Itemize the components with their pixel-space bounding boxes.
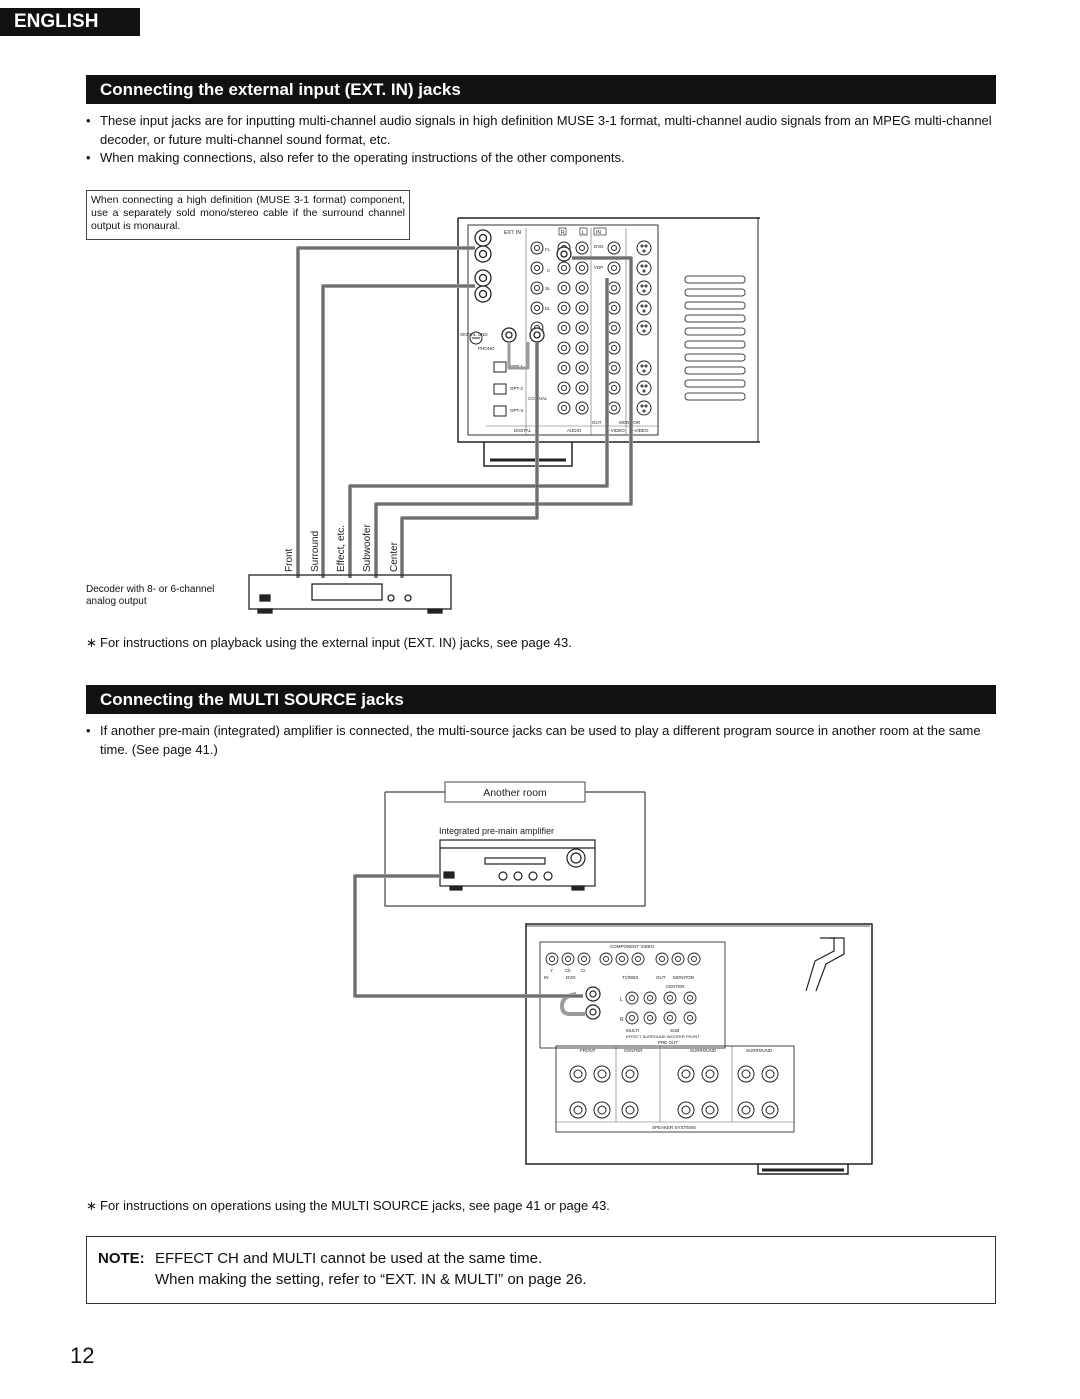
vdp-label: VDP [594, 265, 604, 270]
y-label: Y [550, 968, 554, 973]
s-video-label: S-VIDEO [630, 428, 649, 433]
channel-label-surround: Surround [310, 530, 321, 572]
r-label: R [561, 230, 565, 236]
speaker-systems-label: SPEAKER SYSTEMS [652, 1125, 697, 1130]
dvd-label: DVD [566, 975, 576, 980]
l-label: L [582, 230, 585, 236]
el-label: EL [545, 306, 551, 311]
cb-label: Cb [565, 968, 571, 973]
decoder-unit [249, 575, 451, 613]
sub-label: SUB [670, 1028, 680, 1033]
center-label: CENTER [666, 984, 685, 989]
integrated-amp-label: Integrated pre-main amplifier [439, 826, 555, 836]
channel-label-center: Center [389, 541, 400, 572]
front-label: FRONT [580, 1048, 596, 1053]
r-label: R [620, 1017, 624, 1023]
bullet-item: • These input jacks are for inputting multi-channel audio signals in high definition MUSE 3-1 format, multi-channel audio signals from an MPEG multi-channel decoder, or future multi-channel sound format, etc. [86, 111, 998, 149]
surround-b-label: SURROUND [746, 1048, 773, 1053]
out-label: OUT [592, 420, 602, 425]
integrated-amplifier [440, 840, 595, 890]
phono-label: PHONO [478, 346, 495, 351]
bullet-item: • If another pre-main (integrated) amplifier is connected, the multi-source jacks can be used to play a different program source in another room at the same time. (See page 41.) [86, 721, 998, 759]
sl-label: SL [545, 286, 551, 291]
bullet-item: • When making connections, also refer to the operating instructions of the other components. [86, 148, 998, 167]
callout-note: When connecting a high definition (MUSE 3-1 format) component, use a separately sold mono/stereo cable if the surround channel output is monaural. [86, 190, 410, 240]
multi-source-connection-diagram [340, 776, 880, 1176]
opt1-label: OPT-1 [510, 364, 524, 369]
fl-label: FL [545, 247, 551, 252]
c-label: C [547, 268, 551, 273]
footnote-multi-source: ∗ For instructions on operations using the MULTI SOURCE jacks, see page 41 or page 43. [86, 1197, 998, 1215]
in-label: IN [596, 230, 601, 236]
ext-in-label: EXT. IN [504, 230, 521, 236]
another-room-label: Another room [483, 787, 547, 799]
decoder-label: Decoder with 8- or 6-channel analog output [86, 584, 215, 607]
note-line-1: EFFECT CH and MULTI cannot be used at the same time. [155, 1250, 543, 1267]
coaxial-label: COAXIAL [528, 396, 548, 401]
signal-gnd-label: SIGNAL GND [460, 332, 488, 337]
footnote-ext-in: ∗ For instructions on playback using the external input (EXT. IN) jacks, see page 43. [86, 634, 998, 652]
channel-label-front: Front [284, 548, 295, 572]
audio-label: AUDIO [567, 428, 582, 433]
note-label: NOTE: [98, 1250, 145, 1267]
pre-out-channels-label: EFFECT SURROUND WOOFER FRONT [626, 1034, 700, 1039]
c-video-label: C-VIDEO [606, 428, 625, 433]
channel-label-subwoofer: Subwoofer [362, 524, 373, 572]
pre-out-label: PRE OUT [658, 1040, 679, 1045]
multi-label: MULTI [626, 1028, 640, 1033]
opt2-label: OPT-2 [510, 386, 524, 391]
l-label: L [620, 997, 623, 1003]
in-label: IN [544, 975, 549, 980]
monitor-label: MONITOR [619, 420, 641, 425]
page-number: 12 [70, 1343, 95, 1368]
dvd-label: DVD [594, 244, 604, 249]
out-label: OUT [656, 975, 666, 980]
channel-label-effect: Effect, etc. [336, 524, 347, 572]
component-video-label: COMPONENT VIDEO [610, 944, 655, 949]
ext-in-connection-diagram [86, 190, 766, 620]
ext-in-jack-column [531, 242, 543, 334]
cr-label: Cr [581, 968, 586, 973]
center-speaker-label: CENTER [624, 1048, 643, 1053]
digital-label: DIGITAL [514, 428, 532, 433]
tv-dbs-label: TV/DBS [622, 975, 639, 980]
surround-label: SURROUND [690, 1048, 717, 1053]
section-title-multi-source: Connecting the MULTI SOURCE jacks [86, 685, 996, 714]
note-box [86, 1236, 996, 1304]
monitor-label: MONITOR [673, 975, 695, 980]
language-tab: ENGLISH [0, 8, 140, 36]
opt3-label: OPT-3 [510, 408, 524, 413]
note-line-2: When making the setting, refer to “EXT. IN & MULTI” on page 26. [155, 1271, 587, 1288]
section-title-ext-in: Connecting the external input (EXT. IN) jacks [86, 75, 996, 104]
